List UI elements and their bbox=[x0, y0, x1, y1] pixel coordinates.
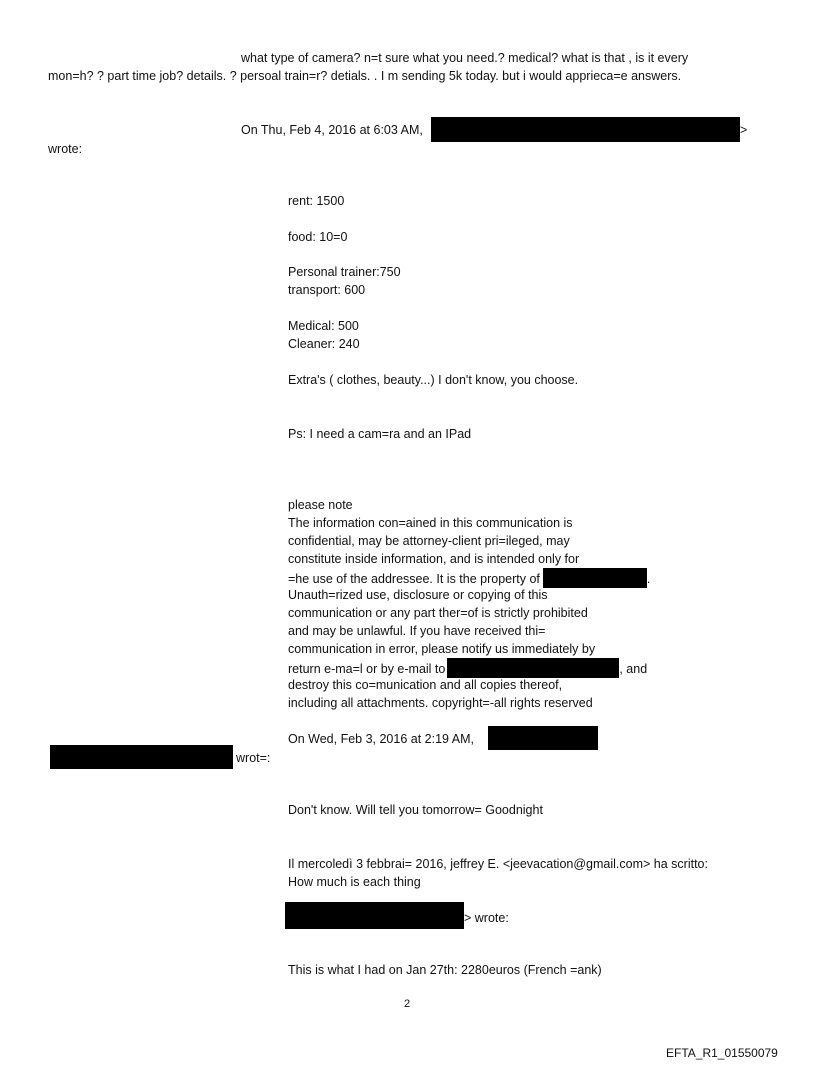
disclaimer-line: communication or any part ther=of is strictly prohibited bbox=[288, 606, 588, 620]
expense-medical: Medical: 500 bbox=[288, 319, 359, 333]
disclaimer-line: The information con=ained in this communication is bbox=[288, 516, 573, 530]
redaction-email bbox=[447, 658, 619, 678]
expense-rent: rent: 1500 bbox=[288, 194, 345, 208]
confidentiality-disclaimer bbox=[288, 496, 650, 712]
quote2-wrote: wrot=: bbox=[236, 751, 271, 765]
page-number: 2 bbox=[404, 998, 411, 1010]
redaction-quote2-email bbox=[50, 745, 233, 769]
disclaimer-text: return e-ma=l or by e-mail to bbox=[288, 662, 446, 676]
reply-line-1: what type of camera? n=t sure what you need.? medical? what is that , is it every bbox=[241, 51, 689, 65]
disclaimer-line: confidential, may be attorney-client pri=ileged, may bbox=[288, 534, 570, 548]
expense-cleaner: Cleaner: 240 bbox=[288, 337, 360, 351]
italian-quote-line-2: How much is each thing bbox=[288, 875, 421, 889]
expense-trainer: Personal trainer:750 bbox=[288, 265, 401, 279]
quote2-header: On Wed, Feb 3, 2016 at 2:19 AM, bbox=[288, 732, 474, 746]
disclaimer-text: . bbox=[646, 572, 651, 586]
disclaimer-line-property bbox=[288, 568, 650, 586]
quote3-wrote: > wrote: bbox=[464, 911, 509, 925]
bates-number: EFTA_R1_01550079 bbox=[666, 1046, 778, 1060]
redaction-quote3-sender bbox=[285, 902, 464, 929]
redaction-sender-email bbox=[431, 117, 740, 142]
disclaimer-line: and may be unlawful. If you have received thi= bbox=[288, 624, 546, 638]
disclaimer-text: , and bbox=[619, 662, 648, 676]
reply-line-2: mon=h? ? part time job? details. ? persoal train=r? detials. . I m sending 5k today. but i would apprieca=e answers. bbox=[48, 69, 682, 83]
disclaimer-line: communication in error, please notify us immediately by bbox=[288, 642, 596, 656]
ps-note: Ps: I need a cam=ra and an IPad bbox=[288, 427, 472, 441]
disclaimer-line: including all attachments. copyright=-all rights reserved bbox=[288, 696, 593, 710]
redaction-quote2-sender bbox=[488, 726, 598, 750]
message-goodnight: Don't know. Will tell you tomorrow= Goodnight bbox=[288, 803, 543, 817]
quote1-header-end: > bbox=[740, 123, 748, 137]
quote1-header: On Thu, Feb 4, 2016 at 6:03 AM, bbox=[241, 123, 423, 137]
quote1-wrote: wrote: bbox=[48, 142, 83, 156]
disclaimer-line: please note bbox=[288, 498, 353, 512]
italian-quote-line-1: Il mercoledì 3 febbrai= 2016, jeffrey E. <jeevacation@gmail.com> ha scritto: bbox=[288, 857, 708, 871]
disclaimer-line-email bbox=[288, 658, 650, 676]
message-jan27: This is what I had on Jan 27th: 2280euros (French =ank) bbox=[288, 963, 602, 977]
expense-food: food: 10=0 bbox=[288, 230, 348, 244]
disclaimer-text: =he use of the addressee. It is the property of bbox=[288, 572, 540, 586]
disclaimer-line: destroy this co=munication and all copies thereof, bbox=[288, 678, 563, 692]
redaction-company bbox=[543, 568, 647, 588]
disclaimer-line: Unauth=rized use, disclosure or copying of this bbox=[288, 588, 548, 602]
disclaimer-line: constitute inside information, and is intended only for bbox=[288, 552, 580, 566]
expense-extras: Extra's ( clothes, beauty...) I don't know, you choose. bbox=[288, 373, 579, 387]
expense-transport: transport: 600 bbox=[288, 283, 366, 297]
